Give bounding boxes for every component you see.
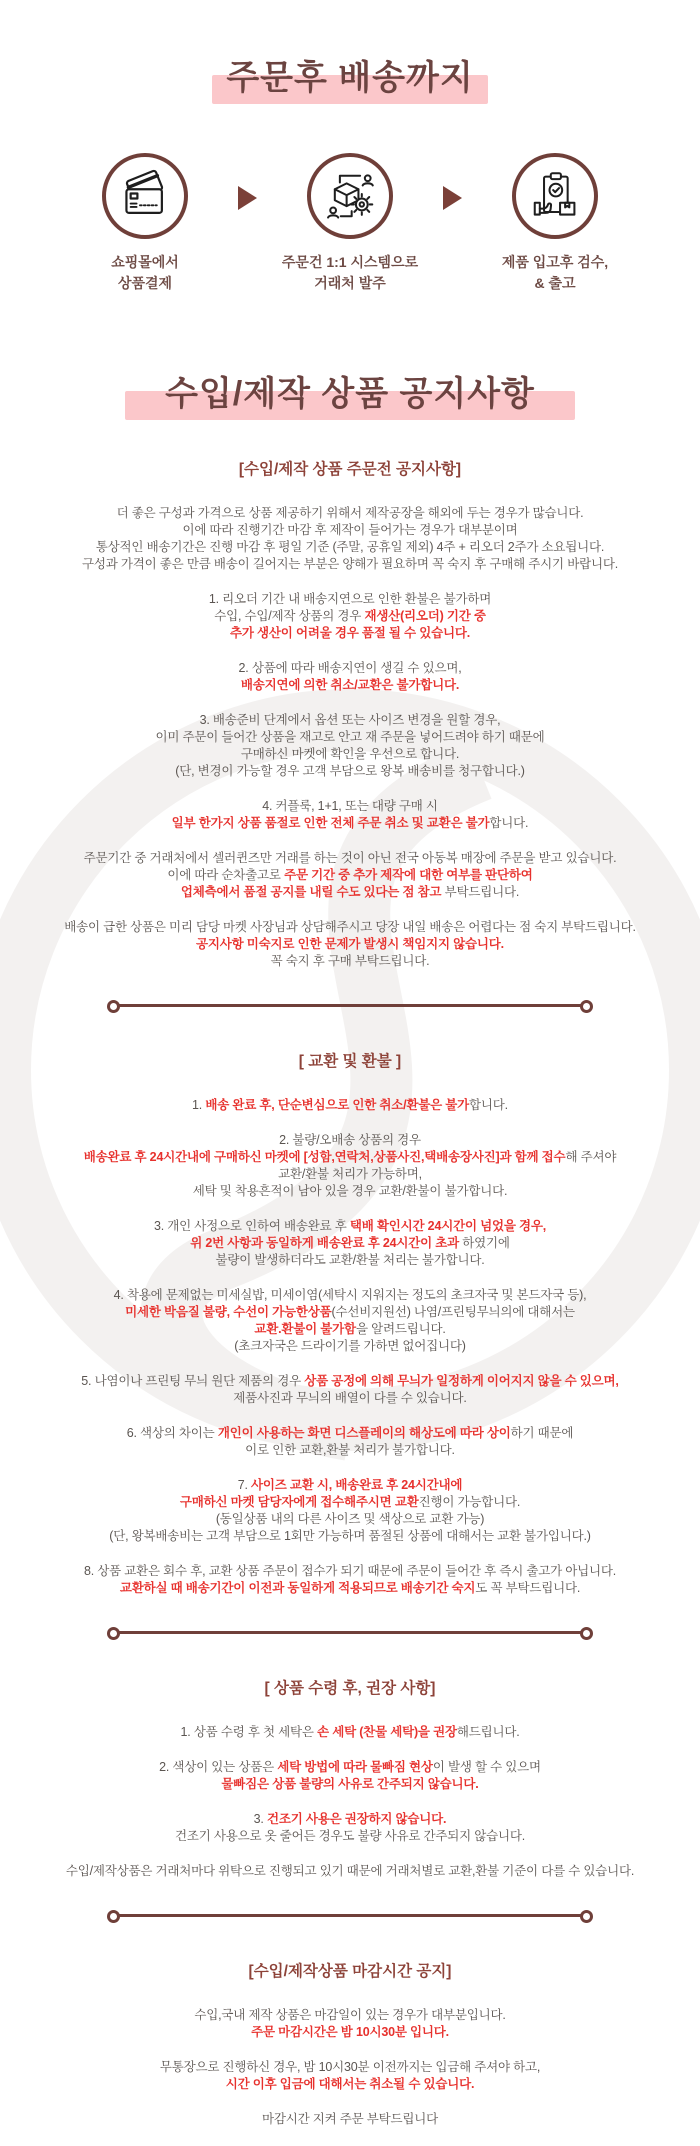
notice-text-emphasis: 상품 공정에 의해 무늬가 일정하게 이어지지 않을 수 있으며, [304,1374,619,1388]
notice-text: 수입, 수입/제작 상품의 경우 [214,609,365,623]
notice-text: 수입/제작상품은 거래처마다 위탁으로 진행되고 있기 때문에 거래처별로 교환,환불 기준이 다를 수 있습니다. [65,1864,635,1878]
notice-text: 불량이 발생하더라도 교환/환불 처리는 불가합니다. [215,1253,485,1267]
notice-text-emphasis: 건조기 사용은 권장하지 않습니다. [266,1812,447,1826]
notice-text: 이에 따라 진행기간 마감 후 제작이 들어가는 경우가 대부분이며 [182,523,518,537]
notice-text-emphasis: 업체측에서 품절 공지를 내릴 수도 있다는 점 참고 [180,885,442,899]
step-circle [512,153,598,239]
notice-text: (동일상품 내의 다른 사이즈 및 색상으로 교환 가능) [215,1512,485,1526]
step-label [52,252,238,294]
notice-text: 5. 나염이나 프린팅 무늬 원단 제품의 경우 [81,1374,305,1388]
notice-text: 구성과 가격이 좋은 만큼 배송이 길어지는 부분은 양해가 필요하며 꼭 숙지 후 구매해 주시기 바랍니다. [82,557,618,571]
notice-text: 이 발생 할 수 있으며 [432,1760,541,1774]
notice-text-emphasis: 추가 생산이 어려울 경우 품절 될 수 있습니다. [230,626,470,640]
step-label-line: & 출고 [534,275,576,291]
notice-paragraph [0,2007,700,2041]
notice-text: 부탁드립니다. [441,885,520,899]
title-highlight: 주문후 배송까지 [222,50,477,99]
notice-paragraph [0,1373,700,1407]
notice-text: 진행이 가능합니다. [418,1495,521,1509]
notice-text-emphasis: 시간 이후 입금에 대해서는 취소될 수 있습니다. [225,2077,475,2091]
credit-card-icon [118,169,172,223]
notice-text: (수선비지원선) 나염/프린팅무늬의에 대해서는 [331,1305,575,1319]
step-label-line: 거래처 발주 [314,275,386,291]
notice-text-emphasis: 물빠짐은 상품 불량의 사유로 간주되지 않습니다. [221,1777,479,1791]
notice-text-emphasis: 교환.환불이 불가함 [254,1322,356,1336]
notice-text-emphasis: 위 2번 사항과 동일하게 배송완료 후 24시간이 초과 [190,1236,459,1250]
notice-text-emphasis: 미세한 박음질 불량, 수선이 가능한상품 [125,1305,332,1319]
notice-text: 꼭 숙지 후 구매 부탁드립니다. [270,954,430,968]
notice-text-emphasis: 배송 완료 후, 단순변심으로 인한 취소/환불은 불가 [205,1098,470,1112]
notice-text-emphasis: 구매하신 마켓 담당자에게 접수해주시면 교환 [179,1495,419,1509]
notice-text: 이미 주문이 들어간 상품을 재고로 안고 재 주문을 넣어드려야 하기 때문에 [155,730,545,744]
notice-text: 합니다. [469,1098,508,1112]
arrow-right-icon [443,186,462,210]
notice-paragraph [0,850,700,901]
notice-text-emphasis: 배송완료 후 24시간내에 구매하신 마켓에 [성함,연락처,상품사진,택배송장사진]과 함께 접수 [83,1150,566,1164]
notice-text: 1. 상품 수령 후 첫 세탁은 [180,1725,318,1739]
process-step-payment [52,153,238,294]
notice-sections [0,457,700,2128]
notice-paragraph [0,2059,700,2093]
notice-text: 더 좋은 구성과 가격으로 상품 제공하기 위해서 제작공장을 해외에 두는 경우가 많습니다. [116,506,584,520]
notice-paragraph [0,1218,700,1269]
notice-paragraph [0,1811,700,1845]
notice-text: 하였기에 [459,1236,510,1250]
step-label-line: 쇼핑몰에서 [111,254,179,270]
notice-text: (단, 변경이 가능할 경우 고객 부담으로 왕복 배송비를 청구합니다.) [175,764,525,778]
notice-paragraph [0,1563,700,1597]
notice-text-emphasis: 사이즈 교환 시, 배송완료 후 24시간내에 [251,1478,463,1492]
order-system-icon [323,169,377,223]
notice-paragraph [0,2111,700,2128]
order-process-flow [0,153,700,294]
notice-text: (단, 왕복배송비는 고객 부담으로 1회만 가능하며 품절된 상품에 대해서는 교환 불가입니다.) [109,1529,591,1543]
notice-section [0,457,700,970]
notice-text: 구매하신 마켓에 확인을 우선으로 합니다. [240,747,460,761]
page-title-order-to-delivery [0,50,700,99]
notice-text-emphasis: 개인이 사용하는 화면 디스플레이의 해상도에 따라 상이 [217,1426,511,1440]
notice-text: 합니다. [489,816,529,830]
notice-text: 4. 착용에 문제없는 미세실밥, 미세이염(세탁시 지워지는 정도의 초크자국 및 본드자국 등), [113,1288,587,1302]
notice-text: 이에 따라 순차출고로 [167,868,285,882]
notice-text: 해 주셔야 [565,1150,617,1164]
notice-text-emphasis: 주문 마감시간은 밤 10시30분 입니다. [251,2025,449,2039]
arrow-right-icon [238,186,257,210]
notice-paragraph [0,660,700,694]
notice-text: 2. 색상이 있는 상품은 [159,1760,278,1774]
notice-section [0,1676,700,1880]
notice-text: 배송이 급한 상품은 미리 담당 마켓 사장님과 상담해주시고 당장 내일 배송은 어렵다는 점 숙지 부탁드립니다. [64,920,636,934]
notice-text-emphasis: 주문 기간 중 추가 제작에 대한 여부를 판단하여 [284,868,533,882]
notice-text: 을 알려드립니다. [355,1322,446,1336]
notice-paragraph [0,505,700,573]
section-header: [수입/제작 상품 주문전 공지사항] [238,461,462,478]
notice-text-emphasis: 일부 한가지 상품 품절로 인한 전체 주문 취소 및 교환은 불가 [171,816,490,830]
section-header: [ 교환 및 환불 ] [298,1053,402,1070]
section-divider [118,1004,582,1007]
notice-text: 3. 배송준비 단계에서 옵션 또는 사이즈 변경을 원할 경우, [199,713,501,727]
notice-paragraph [0,712,700,780]
notice-text: 3. [253,1812,267,1826]
notice-text: 도 꼭 부탁드립니다. [475,1581,581,1595]
notice-paragraph [0,1287,700,1355]
section-header: [ 상품 수령 후, 권장 사항] [264,1680,436,1697]
notice-text-emphasis: 세탁 방법에 따라 물빠짐 현상 [277,1760,433,1774]
notice-text: 이로 인한 교환,환불 처리가 불가합니다. [245,1443,455,1457]
process-step-inspection [462,153,648,294]
notice-text: (초크자국은 드라이기를 가하면 없어집니다) [234,1339,466,1353]
notice-text: 해드립니다. [456,1725,520,1739]
notice-text: 7. [237,1478,252,1492]
notice-section [0,1049,700,1597]
notice-text: 수입,국내 제작 상품은 마감일이 있는 경우가 대부분입니다. [194,2008,506,2022]
notice-text: 8. 상품 교환은 회수 후, 교환 상품 주문이 접수가 되기 때문에 주문이 들어간 후 즉시 출고가 아닙니다. [83,1564,617,1578]
notice-text: 세탁 및 착용흔적이 남아 있을 경우 교환/환불이 불가합니다. [192,1184,508,1198]
notice-text: 2. 불량/오배송 상품의 경우 [279,1133,421,1147]
notice-paragraph [0,919,700,970]
notice-text: 2. 상품에 따라 배송지연이 생길 수 있으며, [238,661,462,675]
step-label [257,252,443,294]
step-label-line: 제품 입고후 검수, [501,254,609,270]
notice-text: 1. 리오더 기간 내 배송지연으로 인한 환불은 불가하며 [208,592,492,606]
title-highlight: 수입/제작 상품 공지사항 [161,366,539,415]
step-label [462,252,648,294]
notice-text: 6. 색상의 차이는 [126,1426,218,1440]
notice-paragraph [0,591,700,642]
notice-text-emphasis: 공지사항 미숙지로 인한 문제가 발생시 책임지지 않습니다. [196,937,504,951]
notice-paragraph [0,1425,700,1459]
notice-section [0,1959,700,2128]
notice-text: 무통장으로 진행하신 경우, 밤 10시30분 이전까지는 입금해 주셔야 하고, [159,2060,541,2074]
section-divider [118,1631,582,1634]
notice-paragraph [0,1759,700,1793]
notice-text: 제품사진과 무늬의 배열이 다를 수 있습니다. [233,1391,467,1405]
page-title-product-notice [0,366,700,415]
notice-text: 마감시간 지켜 주문 부탁드립니다 [261,2112,439,2126]
notice-text: 통상적인 배송기간은 진행 마감 후 평일 기준 (주말, 공휴일 제외) 4주 + 리오더 2주가 소요됩니다. [95,540,605,554]
notice-text-emphasis: 배송지연에 의한 취소/교환은 불가합니다. [240,678,460,692]
notice-paragraph [0,1863,700,1880]
notice-paragraph [0,1724,700,1741]
notice-paragraph [0,1132,700,1200]
step-label-line: 상품결제 [117,275,173,291]
notice-text-emphasis: 교환하실 때 배송기간이 이전과 동일하게 적용되므로 배송기간 숙지 [119,1581,476,1595]
process-step-order-system [257,153,443,294]
notice-paragraph [0,1477,700,1545]
notice-text: 교환/환불 처리가 가능하며, [278,1167,422,1181]
step-circle [102,153,188,239]
notice-paragraph [0,1097,700,1114]
notice-text: 1. [192,1098,206,1112]
notice-paragraph [0,798,700,832]
notice-text: 3. 개인 사정으로 인하여 배송완료 후 [153,1219,350,1233]
section-divider [118,1914,582,1917]
notice-text: 4. 커플룩, 1+1, 또는 대량 구매 시 [262,799,438,813]
step-circle [307,153,393,239]
section-header: [수입/제작상품 마감시간 공지] [248,1963,452,1980]
inspection-shipping-icon [528,169,582,223]
step-label-line: 주문건 1:1 시스템으로 [281,254,419,270]
notice-text-emphasis: 재생산(리오더) 기간 중 [364,609,486,623]
notice-text-emphasis: 손 세탁 (찬물 세탁)을 권장 [317,1725,457,1739]
notice-text: 건조기 사용으로 옷 줄어든 경우도 불량 사유로 간주되지 않습니다. [174,1829,526,1843]
notice-text: 주문기간 중 거래처에서 셀러퀸즈만 거래를 하는 것이 아닌 전국 아동복 매장에 주문을 받고 있습니다. [83,851,617,865]
notice-text: 하기 때문에 [510,1426,574,1440]
notice-text-emphasis: 택배 확인시간 24시간이 넘었을 경우, [349,1219,547,1233]
